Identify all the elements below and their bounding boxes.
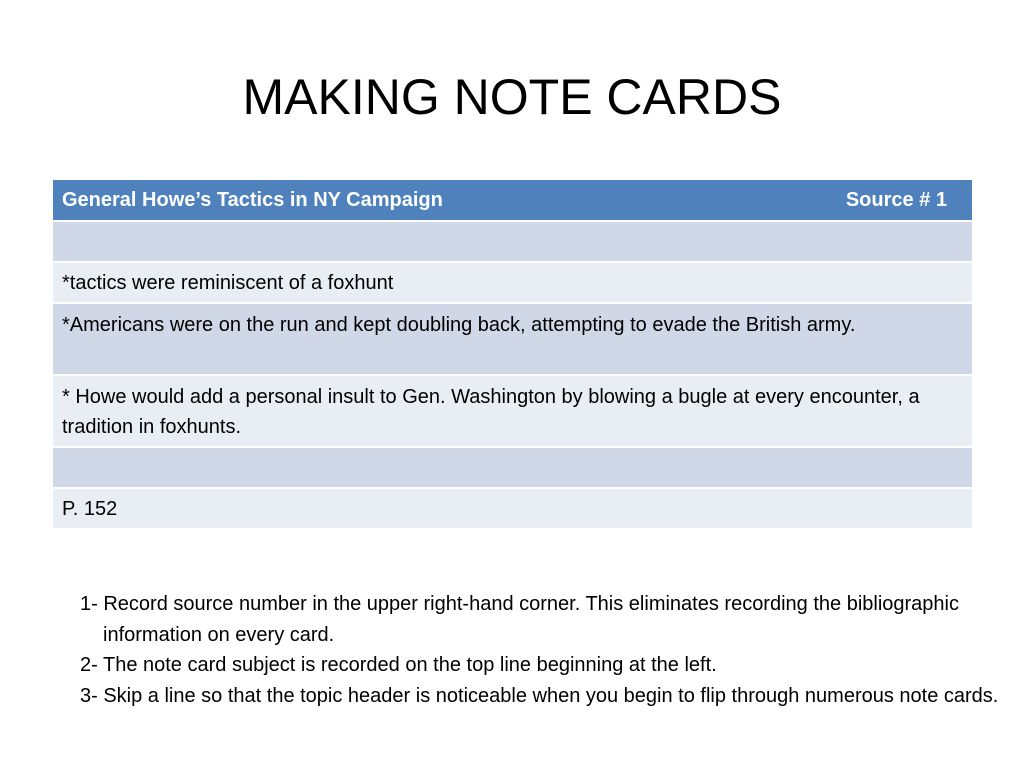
slide-title: MAKING NOTE CARDS <box>242 69 782 125</box>
note-card-header <box>53 180 972 222</box>
note-card-line-3 <box>53 376 972 448</box>
note-card-line-text: *tactics were reminiscent of a foxhunt <box>62 271 394 294</box>
note-card-line-text: * Howe would add a personal insult to Gen. Washington by blowing a bugle at every encounter, a tradition in foxhunts. <box>62 386 920 438</box>
note-card-page-reference <box>53 489 972 530</box>
note-card-line-text: *Americans were on the run and kept doubling back, attempting to evade the British army. <box>62 314 856 336</box>
note-card-line-2 <box>53 304 972 376</box>
instructions-list <box>80 589 1000 711</box>
note-card-source-number: Source # 1 <box>845 189 947 211</box>
note-card-line-blank-2 <box>53 448 972 489</box>
note-card-line-blank-1 <box>53 222 972 263</box>
instruction-item: 2- The note card subject is recorded on the top line beginning at the left. <box>80 654 717 676</box>
note-card-subject: General Howe’s Tactics in NY Campaign <box>62 189 443 211</box>
instruction-item: 3- Skip a line so that the topic header is noticeable when you begin to flip through numerous note cards. <box>80 684 999 707</box>
note-card-line-1 <box>53 263 972 304</box>
instruction-item: 1- Record source number in the upper right-hand corner. This eliminates recording the bibliographic information on every card. <box>80 593 959 646</box>
note-card <box>53 180 972 530</box>
note-card-line-text: P. 152 <box>62 497 118 520</box>
